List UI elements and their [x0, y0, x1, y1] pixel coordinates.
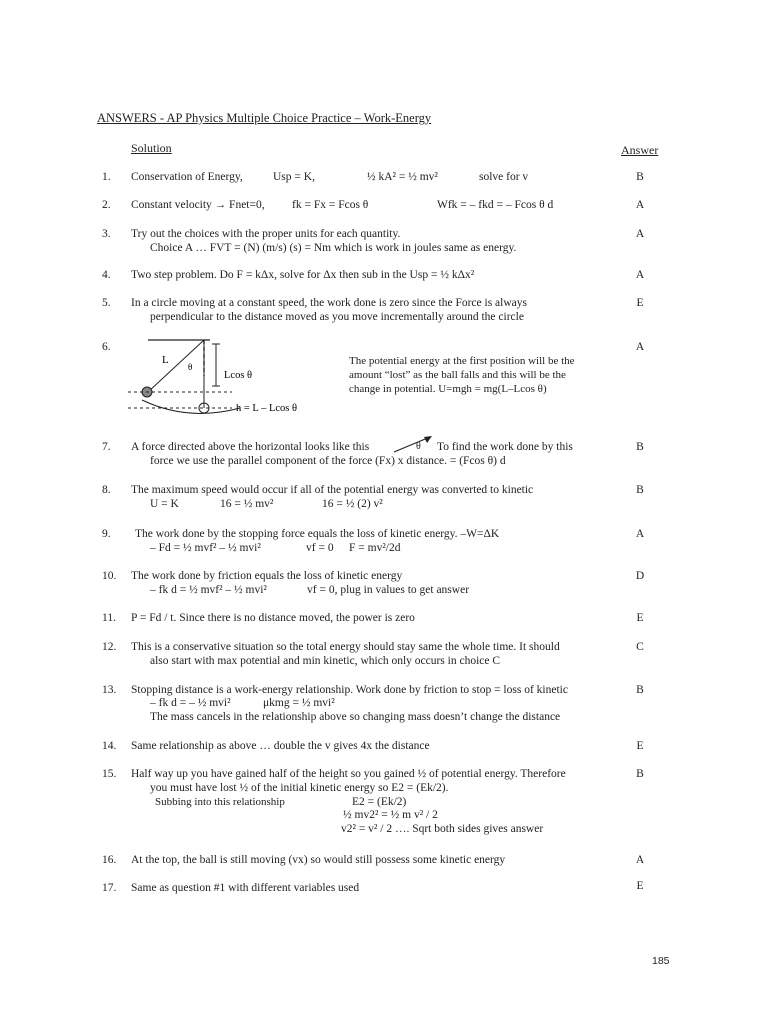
force-arrow-icon — [392, 434, 434, 454]
solution-line: – fk d = ½ mvf² – ½ mvi² — [150, 584, 267, 596]
question-number: 15. — [102, 768, 117, 780]
solution-line: change in potential. U=mgh = mg(L–Lcos θ) — [349, 383, 547, 395]
solution-line: also start with max potential and min kinetic, which only occurs in choice C — [150, 655, 501, 667]
question-number: 3. — [102, 228, 111, 240]
height-label: h = L – Lcos θ — [236, 403, 298, 414]
question-number: 5. — [102, 297, 111, 309]
solution-line: – Fd = ½ mvf² – ½ mvi² — [150, 542, 261, 554]
answer-letter: E — [636, 297, 644, 309]
solution-line: The maximum speed would occur if all of the potential energy was converted to kinetic — [131, 484, 534, 496]
solution-line: Subbing into this relationship — [155, 796, 285, 808]
theta-label: θ — [188, 362, 193, 372]
solution-line: U = K — [150, 498, 179, 510]
question-number: 9. — [102, 528, 111, 540]
solution-line: E2 = (Ek/2) — [352, 796, 407, 808]
solution-line: A force directed above the horizontal looks like this — [131, 441, 370, 453]
lcos-label: Lcos θ — [224, 370, 253, 381]
question-number: 4. — [102, 269, 111, 281]
solution-line: In a circle moving at a constant speed, the work done is zero since the Force is always — [131, 297, 527, 309]
answer-letter: C — [636, 641, 644, 653]
question-number: 16. — [102, 854, 117, 866]
answer-letter: B — [636, 441, 644, 453]
question-number: 7. — [102, 441, 111, 453]
solution-line: solve for v — [479, 171, 529, 183]
length-label: L — [162, 354, 169, 366]
question-number: 10. — [102, 570, 117, 582]
answer-letter: B — [636, 484, 644, 496]
solution-line: perpendicular to the distance moved as you move incrementally around the circle — [150, 311, 524, 323]
solution-line: The mass cancels in the relationship above so changing mass doesn’t change the distance — [150, 711, 561, 723]
answer-letter: D — [635, 570, 645, 582]
solution-line: Wfk = – fkd = – Fcos θ d — [437, 199, 554, 211]
solution-line: Constant velocity → Fnet=0, — [131, 199, 265, 211]
answer-letter: A — [635, 528, 645, 540]
solution-line: Try out the choices with the proper units for each quantity. — [131, 228, 401, 240]
answer-letter: B — [636, 171, 644, 183]
question-number: 14. — [102, 740, 117, 752]
solution-line: The work done by the stopping force equals the loss of kinetic energy. –W=ΔK — [135, 528, 500, 540]
question-number: 17. — [102, 882, 117, 894]
solution-line: Two step problem. Do F = kΔx, solve for Δx then sub in the Usp = ½ kΔx² — [131, 269, 475, 281]
solution-line: Same as question #1 with different variables used — [131, 882, 360, 894]
solution-line: Stopping distance is a work-energy relationship. Work done by friction to stop = loss of kinetic — [131, 684, 568, 696]
solution-line: amount “lost” as the ball falls and this will be the — [349, 369, 566, 381]
question-number: 6. — [102, 341, 111, 353]
question-number: 2. — [102, 199, 111, 211]
answer-letter: A — [635, 854, 645, 866]
answer-letter: E — [636, 880, 644, 892]
answer-letter: A — [635, 199, 645, 211]
solution-line: P = Fd / t. Since there is no distance moved, the power is zero — [131, 612, 415, 624]
solution-line: To find the work done by this — [437, 441, 573, 453]
answer-letter: E — [636, 740, 644, 752]
solution-line: you must have lost ½ of the initial kinetic energy so E2 = (Ek/2). — [150, 782, 449, 794]
solution-line: Usp = K, — [273, 171, 315, 183]
solution-line: At the top, the ball is still moving (vx) so would still possess some kinetic energy — [131, 854, 506, 866]
solution-line: ½ kA² = ½ mv² — [367, 171, 438, 183]
solution-line: 16 = ½ (2) v² — [322, 498, 383, 510]
page-title: ANSWERS - AP Physics Multiple Choice Practice – Work-Energy — [97, 111, 432, 125]
solution-column-header: Solution — [131, 141, 172, 155]
angle-label: θ — [416, 441, 421, 452]
answer-letter: E — [636, 612, 644, 624]
solution-line: The work done by friction equals the loss of kinetic energy — [131, 570, 403, 582]
answer-letter: B — [636, 768, 644, 780]
solution-line: μkmg = ½ mvi² — [263, 697, 335, 709]
pendulum-diagram — [128, 336, 328, 426]
solution-line: vf = 0, plug in values to get answer — [307, 584, 470, 596]
solution-line: force we use the parallel component of the force (Fx) x distance. = (Fcos θ) d — [150, 455, 506, 467]
solution-line: fk = Fx = Fcos θ — [292, 199, 369, 211]
solution-line: vf = 0 — [306, 542, 334, 554]
solution-line: Conservation of Energy, — [131, 171, 243, 183]
question-number: 13. — [102, 684, 117, 696]
answer-column-header: Answer — [621, 143, 659, 157]
solution-line: Same relationship as above … double the v gives 4x the distance — [131, 740, 430, 752]
answer-letter: A — [635, 269, 645, 281]
solution-line: v2² = v² / 2 …. Sqrt both sides gives answer — [341, 823, 544, 835]
solution-line: Choice A … FVT = (N) (m/s) (s) = Nm which is work in joules same as energy. — [150, 242, 517, 254]
answer-letter: B — [636, 684, 644, 696]
figure-explanation — [349, 354, 609, 396]
question-number: 1. — [102, 171, 111, 183]
solution-line: This is a conservative situation so the total energy should stay same the whole time. It should — [131, 641, 560, 653]
answer-letter: A — [635, 228, 645, 240]
question-number: 8. — [102, 484, 111, 496]
solution-line: – fk d = – ½ mvi² — [150, 697, 231, 709]
solution-line: ½ mv2² = ½ m v² / 2 — [343, 809, 438, 821]
page-number: 185 — [652, 955, 670, 967]
solution-line: Half way up you have gained half of the height so you gained ½ of potential energy. Therefore — [131, 768, 566, 780]
answer-letter: A — [635, 341, 645, 353]
solution-line: F = mv²/2d — [349, 542, 401, 554]
solution-line: The potential energy at the first position will be the — [349, 355, 575, 367]
question-number: 11. — [102, 612, 116, 624]
solution-line: 16 = ½ mv² — [220, 498, 274, 510]
question-number: 12. — [102, 641, 117, 653]
